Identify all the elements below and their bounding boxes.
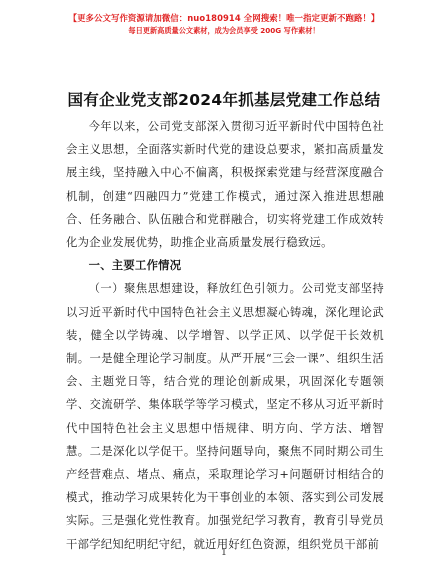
intro-paragraph: 今年以来，公司党支部深入贯彻习近平新时代中国特色社会主义思想，全面落实新时代党的建设总要求，紧扣高质量发展主线，坚持融入中心不偏离，积极探索党建与经营深度融合机制，创建“四融四力”党建工作模式，通过深入推进思想融合、任务融合、队伍融合和党群融合，切实将党建工作成效转化为企业发展优势，助推企业高质量发展行稳致远。 — [66, 120, 384, 250]
promo-banner-line2: 每日更新高质量公文素材，成为会员享受 200G 写作素材！ — [128, 26, 320, 36]
promo-banner-line1: 【更多公文写作资源请加微信：nuo180914 全网搜索！唯一指定更新不跑路！】 — [68, 13, 380, 23]
page-number: 1 — [221, 548, 227, 558]
document-body — [66, 115, 384, 556]
section-heading: 一、主要工作情况 — [88, 259, 182, 273]
body-paragraph: （一）聚焦思想建设，释放红色引领力。公司党支部坚持以习近平新时代中国特色社会主义思想凝心铸魂，深化理论武装，健全以学铸魂、以学增智、以学正风、以学促干长效机制。一是健全理论学习制度。从严开展“三会一课”、组织生活会、主题党日等，结合党的理论创新成果，巩固深化专题领学、交流研学、集体联学等学习模式，坚定不移从习近平新时代中国特色社会主义思想中悟规律、明方向、学方法、增智慧。二是深化以学促干。坚持问题导向，聚焦不同时期公司生产经营难点、堵点、痛点，采取理论学习+问题研讨相结合的模式，推动学习成果转化为干事创业的本领、落实到公司发展实际。三是强化党性教育。加强党纪学习教育，教育引导党员干部学纪知纪明纪守纪，就近用好红色资源，组织党员干部前 — [66, 282, 384, 551]
document-title: 国有企业党支部2024年抓基层党建工作总结 — [67, 91, 381, 109]
promo-banner — [0, 14, 448, 35]
